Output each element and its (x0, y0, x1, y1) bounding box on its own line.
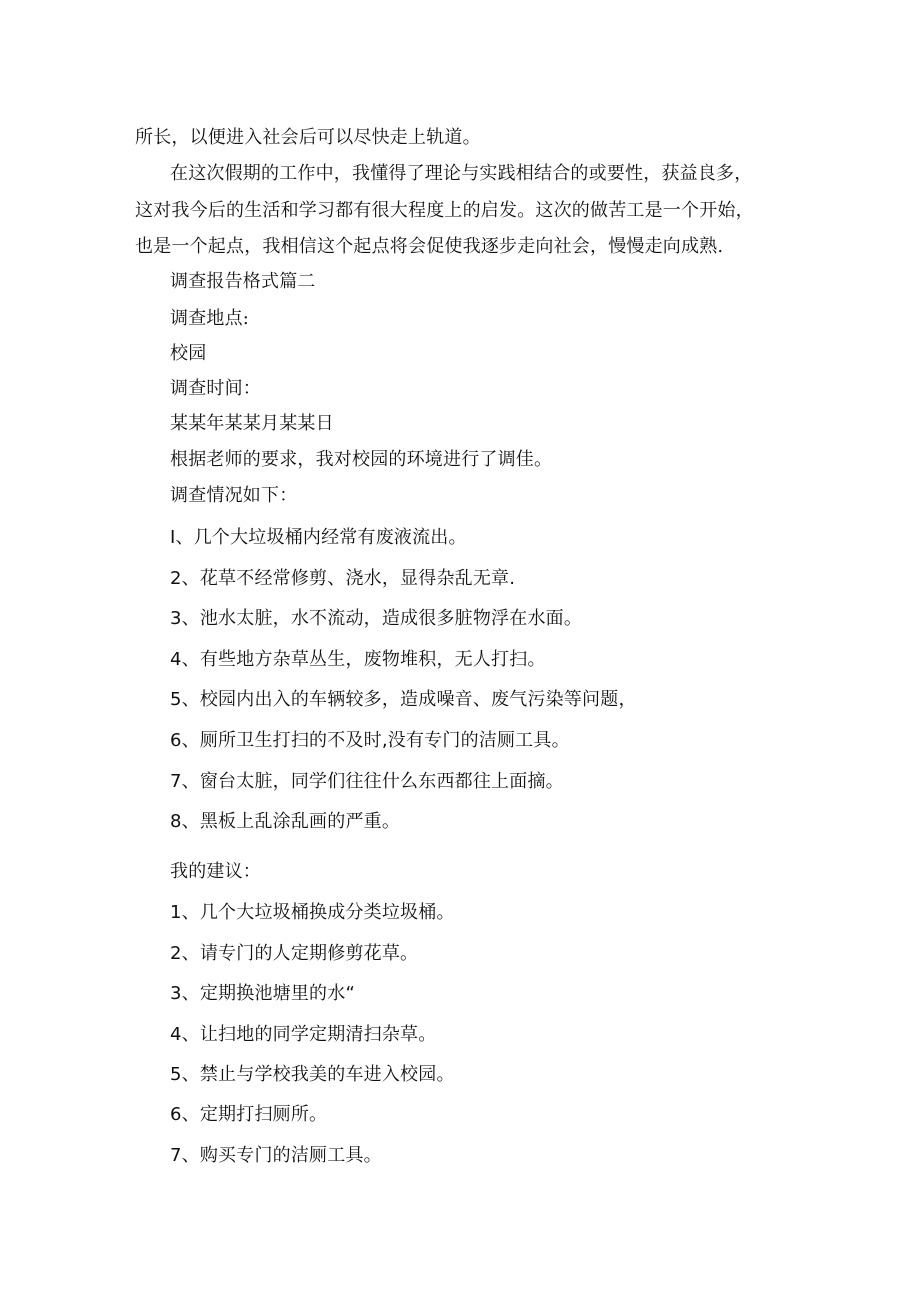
survey-time-value: 某某年某某月某某日 (170, 413, 334, 434)
finding-item: 2、花草不经常修剪、浇水，显得杂乱无章. (170, 568, 516, 589)
finding-item: 8、黑板上乱涂乱画的严重。 (170, 811, 401, 832)
intro-line-1: 所长，以便进入社会后可以尽快走上轨道。 (135, 127, 481, 148)
suggestion-item: 1、几个大垃圾桶换成分类垃圾桶。 (170, 902, 455, 923)
requirement-text: 根据老师的要求，我对校园的环境进行了调佳。 (170, 449, 553, 470)
suggestion-item: 6、定期打扫厕所。 (170, 1104, 328, 1125)
survey-place-label: 调查地点: (170, 308, 250, 329)
suggestion-item: 2、请专门的人定期修剪花草。 (170, 943, 419, 964)
survey-time-label: 调查时间： (170, 378, 261, 399)
intro-line-2: 在这次假期的工作中，我懂得了理论与实践相结合的或要性，获益良多， (170, 163, 753, 184)
suggestion-item: 3、定期换池塘里的水“ (170, 983, 355, 1004)
intro-line-4: 也是一个起点，我相信这个起点将会促使我逐步走向社会，慢慢走向成熟. (135, 236, 724, 257)
suggestion-item: 7、购买专门的洁厕工具。 (170, 1145, 382, 1166)
findings-heading: 调查情况如下： (170, 485, 298, 506)
suggestions-heading: 我的建议： (170, 861, 261, 882)
suggestion-item: 4、让扫地的同学定期清扫杂草。 (170, 1024, 437, 1045)
finding-item: 3、池水太脏，水不流动，造成很多脏物浮在水面。 (170, 608, 583, 629)
finding-item: 5、校园内出入的车辆较多，造成噪音、废气污染等问题， (170, 689, 637, 710)
finding-item: I、几个大垃圾桶内经常有废液流出。 (170, 527, 467, 548)
finding-item: 7、窗台太脏，同学们往往什么东西都往上面摘。 (170, 771, 564, 792)
suggestion-item: 5、禁止与学校我美的车进入校园。 (170, 1064, 455, 1085)
intro-line-3: 这对我今后的生活和学习都有很大程度上的启发。这次的做苦工是一个开始， (135, 200, 754, 221)
finding-item: 6、厕所卫生打扫的不及时,没有专门的洁厕工具。 (170, 730, 570, 751)
finding-item: 4、有些地方杂草丛生，废物堆积，无人打扫。 (170, 649, 546, 670)
section-title: 调查报告格式篇二 (170, 271, 316, 292)
survey-place-value: 校园 (170, 343, 207, 364)
